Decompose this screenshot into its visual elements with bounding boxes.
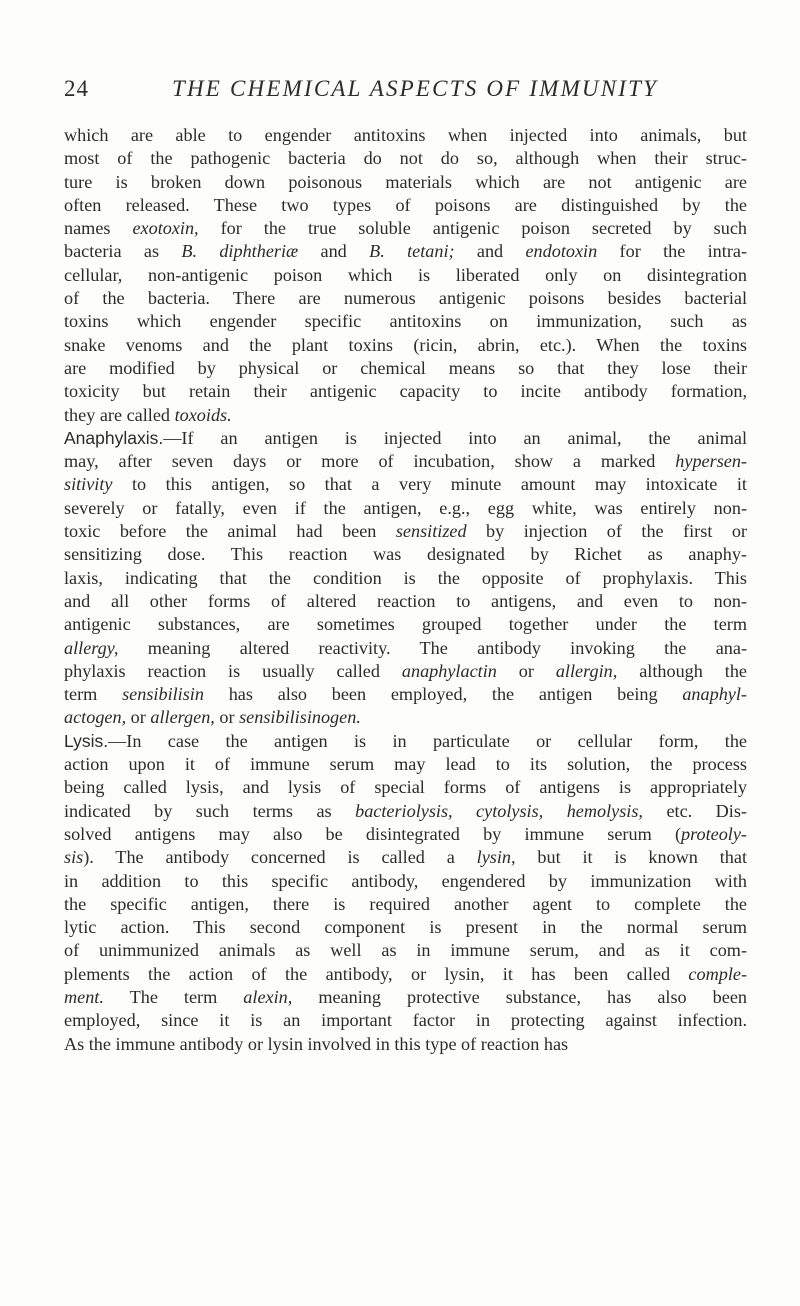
text-line (64, 893, 747, 916)
text-run: antigenic substances, are sometimes grouped together under the term (64, 614, 747, 635)
text-line (64, 264, 747, 287)
text-line (64, 986, 747, 1009)
text-line (64, 380, 747, 403)
text-line (64, 613, 747, 636)
italic-term: sensibilisinogen. (239, 707, 361, 728)
section-heading: Lysis. (64, 730, 109, 751)
italic-term: comple- (688, 963, 747, 984)
body-text (64, 124, 747, 1056)
text-line (64, 963, 747, 986)
italic-term: sitivity (64, 474, 113, 495)
running-title: THE CHEMICAL ASPECTS OF IMMUNITY (172, 76, 659, 101)
text-run: of unimmunized animals as well as in immune serum, and as it com- (64, 940, 747, 961)
text-run: meaning altered reactivity. The antibody invoking the ana- (118, 637, 747, 658)
text-line (64, 124, 747, 147)
italic-term: B. diphtheriæ (181, 241, 299, 262)
section-heading: Anaphylaxis. (64, 427, 164, 448)
italic-term: bacteriolysis, cytolysis, hemolysis, (355, 800, 643, 821)
text-line (64, 1033, 747, 1056)
text-line (64, 427, 747, 450)
text-run: often released. These two types of poisons are distinguished by the (64, 194, 747, 215)
italic-term: allergin, (555, 660, 618, 681)
text-line (64, 357, 747, 380)
text-run: toxicity but retain their antigenic capacity to incite antibody formation, (64, 381, 747, 402)
text-run: The term (103, 986, 244, 1007)
italic-term: proteoly- (681, 823, 747, 844)
text-run: but it is known that (515, 847, 747, 868)
text-line (64, 706, 747, 729)
text-run: are modified by physical or chemical means so that they lose their (64, 357, 747, 378)
italic-term: exotoxin, (132, 218, 199, 239)
text-line (64, 776, 747, 799)
text-run: plements the action of the antibody, or lysin, it has been called (64, 963, 689, 984)
text-line (64, 194, 747, 217)
text-run: snake venoms and the plant toxins (ricin, abrin, etc.). When the toxins (64, 334, 747, 355)
text-run: they are called (64, 404, 175, 425)
text-line (64, 637, 747, 660)
text-run: and (298, 241, 370, 262)
text-run: lytic action. This second component is present in the normal serum (64, 917, 747, 938)
italic-term: B. tetani; (369, 241, 455, 262)
text-run: bacteria as (64, 241, 182, 262)
text-line (64, 147, 747, 170)
text-line (64, 1009, 747, 1032)
text-line (64, 939, 747, 962)
text-run: ture is broken down poisonous materials which are not antigenic are (64, 171, 747, 192)
text-run: employed, since it is an important factor in protecting against infection. (64, 1010, 747, 1031)
text-run: being called lysis, and lysis of special forms of antigens is appropriately (64, 777, 747, 798)
text-line (64, 450, 747, 473)
text-line (64, 660, 747, 683)
italic-term: sensitized (395, 521, 467, 542)
text-line (64, 217, 747, 240)
italic-term: toxoids. (174, 404, 232, 425)
text-run: in addition to this specific antibody, engendered by immunization with (64, 870, 747, 891)
italic-term: ment. (64, 986, 104, 1007)
text-line (64, 473, 747, 496)
text-line (64, 310, 747, 333)
text-run: and all other forms of altered reaction to antigens, and even to non- (64, 590, 747, 611)
text-line (64, 590, 747, 613)
text-run: etc. Dis- (642, 800, 747, 821)
text-run: or (214, 707, 240, 728)
text-line (64, 730, 747, 753)
text-run: As the immune antibody or lysin involved in this type of reaction has (64, 1033, 569, 1054)
text-line (64, 846, 747, 869)
text-run: which are able to engender antitoxins when injected into animals, but (64, 125, 747, 145)
text-run: toxins which engender specific antitoxins on immunization, such as (64, 311, 747, 332)
text-run: the specific antigen, there is required another agent to complete the (64, 893, 747, 914)
text-run: —In case the antigen is in particulate or cellular form, the (108, 730, 747, 751)
text-line (64, 800, 747, 823)
text-line (64, 240, 747, 263)
text-run: or (496, 660, 556, 681)
text-run: although the (617, 660, 747, 681)
text-run: may, after seven days or more of incubation, show a marked (64, 451, 676, 472)
text-run: sensitizing dose. This reaction was designated by Richet as anaphy- (64, 544, 747, 565)
text-run: solved antigens may also be disintegrated by immune serum ( (64, 823, 681, 844)
page-header (64, 76, 744, 106)
text-line (64, 543, 747, 566)
text-run: names (64, 218, 133, 239)
italic-term: anaphylactin (401, 660, 497, 681)
italic-term: hypersen- (675, 451, 747, 472)
italic-term: endotoxin (525, 241, 598, 262)
italic-term: allergy, (64, 637, 119, 658)
text-run: to this antigen, so that a very minute amount may intoxicate it (112, 474, 747, 495)
italic-term: anaphyl- (682, 684, 747, 705)
text-line (64, 497, 747, 520)
italic-term: allergen, (150, 707, 215, 728)
text-run: indicated by such terms as (64, 800, 356, 821)
italic-term: sis (64, 847, 84, 868)
italic-term: alexin, (243, 986, 293, 1007)
italic-term: sensibilisin (122, 684, 204, 705)
text-run: of the bacteria. There are numerous antigenic poisons besides bacterial (64, 288, 747, 309)
text-line (64, 287, 747, 310)
text-run: laxis, indicating that the condition is the opposite of prophylaxis. This (64, 567, 747, 588)
text-run: —If an antigen is injected into an animal, the animal (163, 427, 747, 448)
text-line (64, 753, 747, 776)
text-line (64, 171, 747, 194)
text-line (64, 683, 747, 706)
text-run: toxic before the animal had been (64, 521, 396, 542)
text-run: severely or fatally, even if the antigen, e.g., egg white, was entirely non- (64, 497, 747, 518)
page-number: 24 (64, 76, 89, 101)
text-run: for the true soluble antigenic poison secreted by such (198, 218, 747, 239)
text-run: phylaxis reaction is usually called (64, 660, 402, 681)
text-line (64, 870, 747, 893)
text-run: has also been employed, the antigen being (203, 684, 683, 705)
text-run: action upon it of immune serum may lead to its solution, the process (64, 754, 747, 775)
text-run: term (64, 684, 123, 705)
text-line (64, 567, 747, 590)
text-run: or (126, 707, 151, 728)
text-run: by injection of the first or (466, 521, 747, 542)
text-line (64, 823, 747, 846)
text-line (64, 334, 747, 357)
italic-term: actogen, (64, 707, 127, 728)
text-run: meaning protective substance, has also been (292, 986, 747, 1007)
text-line (64, 520, 747, 543)
text-run: cellular, non-antigenic poison which is liberated only on disintegration (64, 264, 747, 285)
text-run: ). The antibody concerned is called a (83, 847, 477, 868)
text-line (64, 916, 747, 939)
italic-term: lysin, (476, 847, 516, 868)
text-line (64, 404, 747, 427)
text-run: for the intra- (597, 241, 748, 262)
text-run: and (454, 241, 526, 262)
text-run: most of the pathogenic bacteria do not do so, although when their struc- (64, 148, 747, 169)
